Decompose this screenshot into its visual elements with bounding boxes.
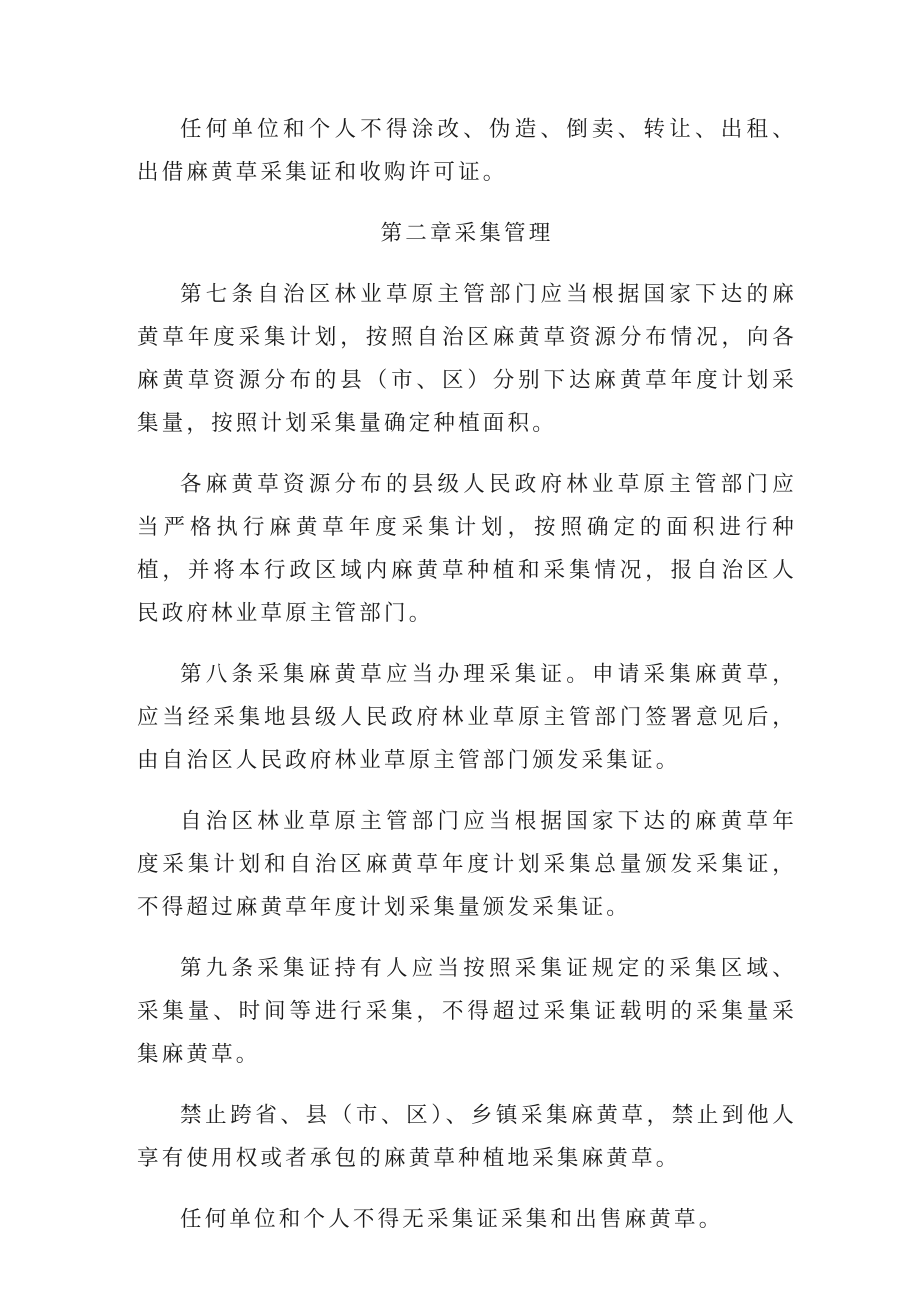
paragraph-article-7: 第七条自治区林业草原主管部门应当根据国家下达的麻黄草年度采集计划，按照自治区麻黄草资源分布情况，向各麻黄草资源分布的县（市、区）分别下达麻黄草年度计划采集量，按照计划采集量确定种植面积。	[137, 282, 797, 436]
paragraph-county-planting: 各麻黄草资源分布的县级人民政府林业草原主管部门应当严格执行麻黄草年度采集计划，按照确定的面积进行种植，并将本行政区域内麻黄草种植和采集情况，报自治区人民政府林业草原主管部门。	[137, 472, 797, 626]
document-body	[137, 108, 797, 1259]
paragraph-permit-issuance: 自治区林业草原主管部门应当根据国家下达的麻黄草年度采集计划和自治区麻黄草年度计划采集总量颁发采集证，不得超过麻黄草年度计划采集量颁发采集证。	[137, 809, 797, 920]
paragraph-cross-region-ban: 禁止跨省、县（市、区）、乡镇采集麻黄草，禁止到他人享有使用权或者承包的麻黄草种植地采集麻黄草。	[137, 1103, 797, 1171]
paragraph-no-permit-ban: 任何单位和个人不得无采集证采集和出售麻黄草。	[180, 1207, 724, 1232]
chapter-heading: 第二章采集管理	[380, 221, 554, 246]
paragraph-article-9: 第九条采集证持有人应当按照采集证规定的采集区域、采集量、时间等进行采集，不得超过采集证载明的采集量采集麻黄草。	[137, 956, 797, 1067]
paragraph-article-8: 第八条采集麻黄草应当办理采集证。申请采集麻黄草，应当经采集地县级人民政府林业草原主管部门签署意见后，由自治区人民政府林业草原主管部门颁发采集证。	[137, 662, 797, 773]
paragraph-permit-prohibition: 任何单位和个人不得涂改、伪造、倒卖、转让、出租、出借麻黄草采集证和收购许可证。	[137, 117, 797, 185]
